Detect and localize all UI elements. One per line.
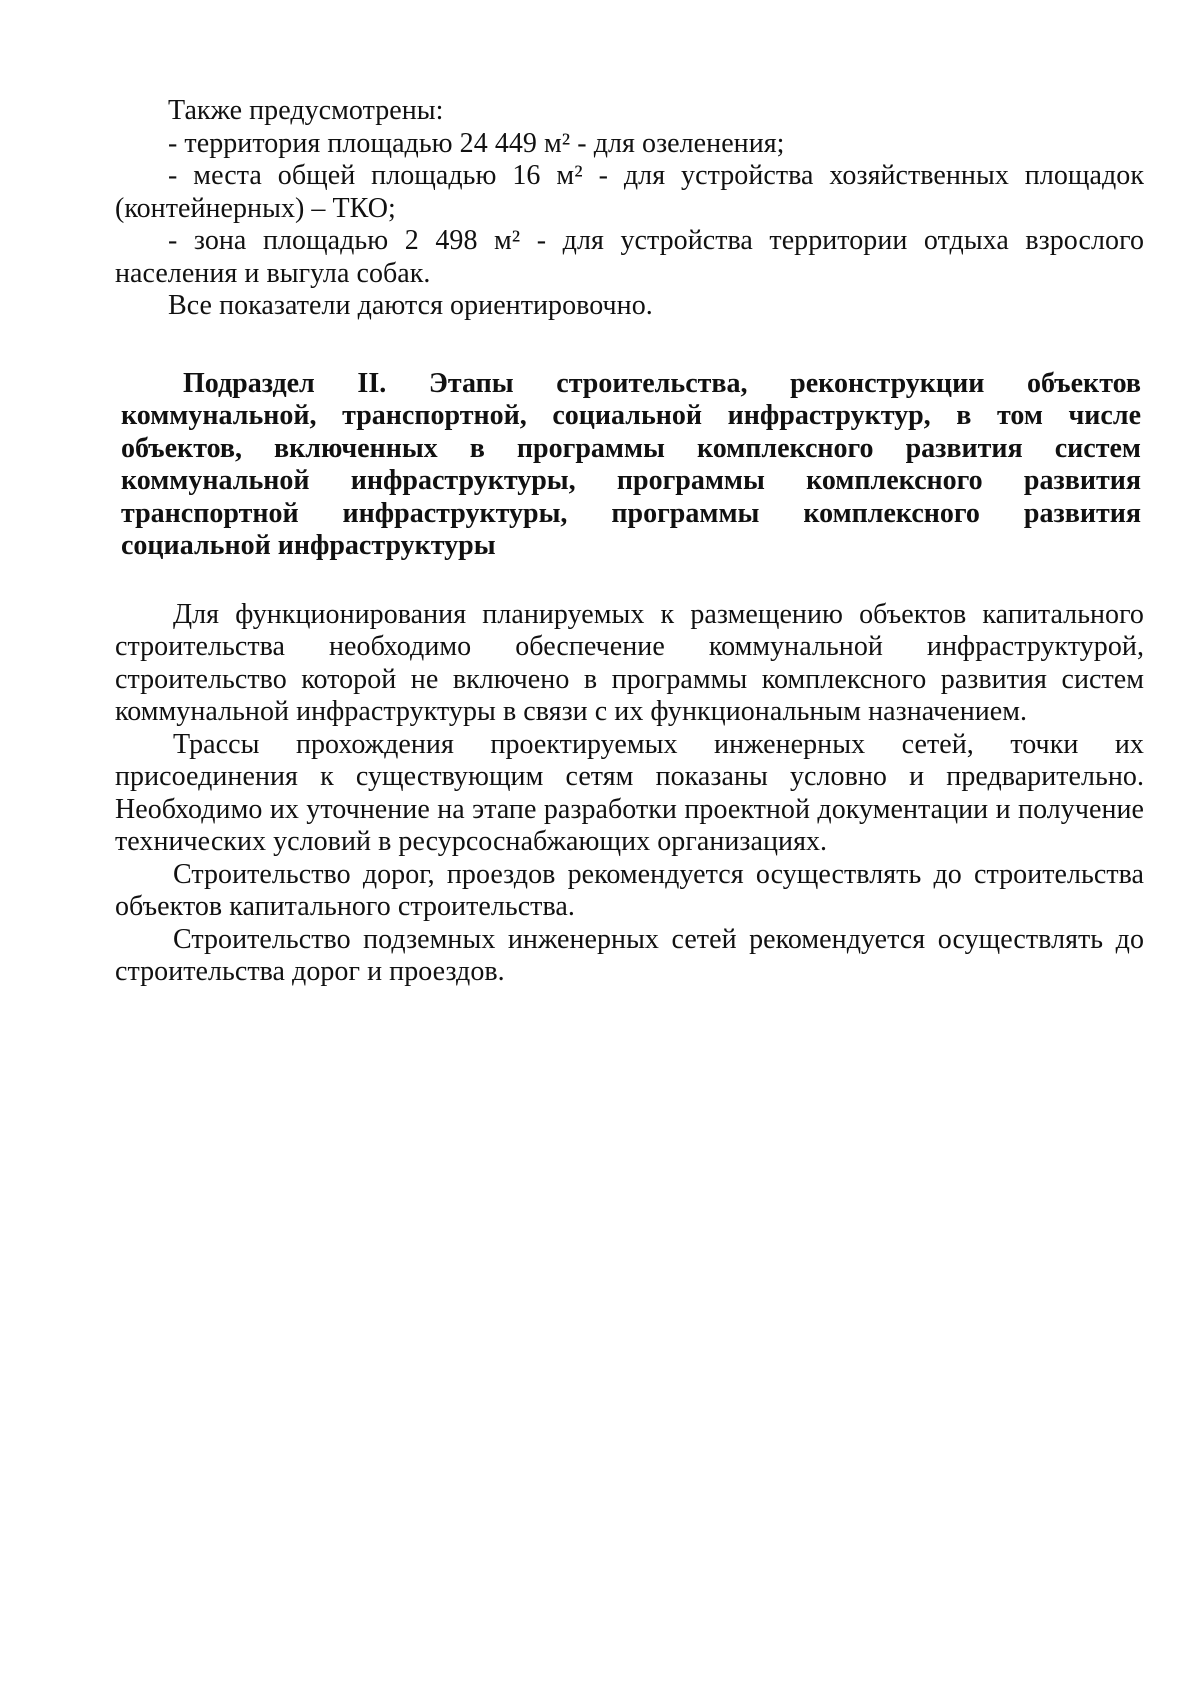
body-paragraph-3: Строительство дорог, проездов рекомендуется осуществлять до строительства объектов капитального строительства. xyxy=(115,858,1144,922)
section-body xyxy=(115,599,1144,989)
intro-line-5: Все показатели даются ориентировочно. xyxy=(168,290,653,321)
body-paragraph-2: Трассы прохождения проектируемых инженерных сетей, точки их присоединения к существующим сетям показаны условно и предварительно. Необходимо их уточнение на этапе разработки проектной документации и получение технических условий в ресурсоснабжающих организациях. xyxy=(115,728,1144,857)
intro-line-4: - зона площадью 2 498 м² - для устройства территории отдыха взрослого населения и выгула собак. xyxy=(115,225,1144,289)
section-heading: Подраздел II. Этапы строительства, реконструкции объектов коммунальной, транспортной, социальной инфраструктур, в том числе объектов, включенных в программы комплексного развития систем коммунальной инфраструктуры, программы комплексного развития транспортной инфраструктуры, программы комплексного развития социальной инфраструктуры xyxy=(121,367,1141,561)
intro-line-1: Также предусмотрены: xyxy=(168,95,444,126)
intro-line-3: - места общей площадью 16 м² - для устройства хозяйственных площадок (контейнерных) – ТКО; xyxy=(115,160,1144,224)
section-spacing xyxy=(115,323,1144,368)
body-paragraph-1: Для функционирования планируемых к размещению объектов капитального строительства необходимо обеспечение коммунальной инфраструктурой, строительство которой не включено в программы комплексного развития систем коммунальной инфраструктуры в связи с их функциональным назначением. xyxy=(115,598,1144,727)
intro-line-2: - территория площадью 24 449 м² - для озеленения; xyxy=(168,127,785,159)
document-content xyxy=(115,95,1144,989)
body-paragraph-4: Строительство подземных инженерных сетей рекомендуется осуществлять до строительства дорог и проездов. xyxy=(115,923,1144,987)
heading-spacing xyxy=(115,563,1144,599)
